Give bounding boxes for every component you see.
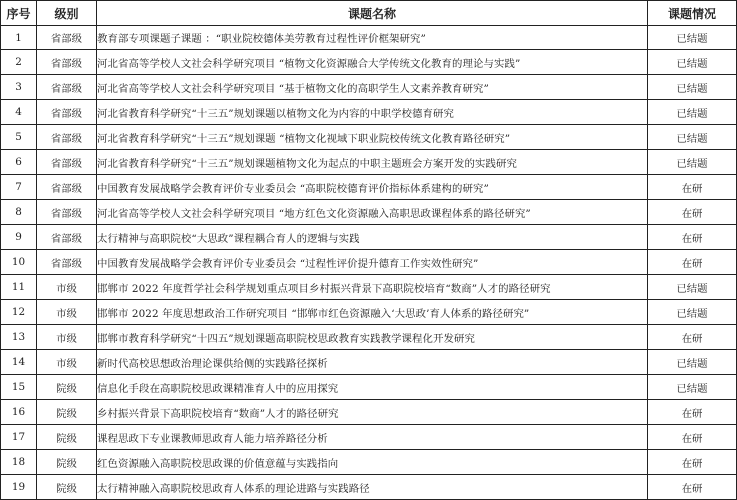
- row-title: 河北省教育科学研究“十三五”规划课题植物文化为起点的中职主题班会方案开发的实践研究: [97, 150, 648, 175]
- row-level: 省部级: [37, 50, 97, 75]
- row-number: 8: [1, 200, 37, 225]
- table-row: [1, 400, 737, 425]
- header-status: 课题情况: [648, 1, 737, 26]
- row-status: 在研: [648, 225, 737, 250]
- row-level: 院级: [37, 400, 97, 425]
- row-title: 河北省高等学校人文社会科学研究项目 “地方红色文化资源融入高职思政课程体系的路径研究”: [97, 200, 648, 225]
- table-row: [1, 125, 737, 150]
- row-title: 红色资源融入高职院校思政课的价值意蕴与实践指向: [97, 450, 648, 475]
- row-number: 15: [1, 375, 37, 400]
- row-status: 已结题: [648, 125, 737, 150]
- row-level: 省部级: [37, 200, 97, 225]
- row-title: 乡村振兴背景下高职院校培育“数商”人才的路径研究: [97, 400, 648, 425]
- row-level: 省部级: [37, 26, 97, 50]
- row-number: 5: [1, 125, 37, 150]
- row-number: 9: [1, 225, 37, 250]
- table-row: [1, 425, 737, 450]
- header-num: 序号: [1, 1, 37, 26]
- row-status: 在研: [648, 175, 737, 200]
- table-row: [1, 75, 737, 100]
- row-title: 河北省高等学校人文社会科学研究项目 “基于植物文化的高职学生人文素养教育研究”: [97, 75, 648, 100]
- row-title: 信息化手段在高职院校思政课精准育人中的应用探究: [97, 375, 648, 400]
- row-status: 在研: [648, 400, 737, 425]
- row-level: 市级: [37, 275, 97, 300]
- row-level: 市级: [37, 300, 97, 325]
- row-title: 教育部专项课题子课题 ：“职业院校德体美劳教育过程性评价框架研究”: [97, 26, 648, 50]
- row-level: 院级: [37, 425, 97, 450]
- row-level: 省部级: [37, 75, 97, 100]
- table-row: [1, 50, 737, 75]
- row-number: 13: [1, 325, 37, 350]
- row-level: 院级: [37, 375, 97, 400]
- row-number: 14: [1, 350, 37, 375]
- row-status: 已结题: [648, 300, 737, 325]
- row-level: 省部级: [37, 250, 97, 275]
- row-status: 已结题: [648, 26, 737, 50]
- row-number: 7: [1, 175, 37, 200]
- row-title: 新时代高校思想政治理论课供给侧的实践路径探析: [97, 350, 648, 375]
- table-row: [1, 150, 737, 175]
- row-number: 4: [1, 100, 37, 125]
- row-number: 1: [1, 26, 37, 50]
- row-status: 在研: [648, 425, 737, 450]
- row-number: 16: [1, 400, 37, 425]
- table-row: [1, 100, 737, 125]
- row-title: 课程思政下专业课教师思政育人能力培养路径分析: [97, 425, 648, 450]
- header-title: 课题名称: [97, 1, 648, 26]
- row-status: 已结题: [648, 275, 737, 300]
- row-number: 17: [1, 425, 37, 450]
- table-row: [1, 300, 737, 325]
- row-level: 市级: [37, 325, 97, 350]
- row-level: 院级: [37, 450, 97, 475]
- row-status: 已结题: [648, 100, 737, 125]
- header-level: 级别: [37, 1, 97, 26]
- row-status: 已结题: [648, 50, 737, 75]
- table-row: [1, 225, 737, 250]
- row-number: 11: [1, 275, 37, 300]
- row-title: 中国教育发展战略学会教育评价专业委员会 “高职院校德育评价指标体系建构的研究”: [97, 175, 648, 200]
- row-level: 省部级: [37, 175, 97, 200]
- row-number: 2: [1, 50, 37, 75]
- table-row: [1, 175, 737, 200]
- table-row: [1, 375, 737, 400]
- row-number: 3: [1, 75, 37, 100]
- row-level: 省部级: [37, 125, 97, 150]
- row-number: 19: [1, 475, 37, 500]
- row-status: 在研: [648, 475, 737, 500]
- row-title: 邯郸市教育科学研究“十四五”规划课题高职院校思政教育实践教学课程化开发研究: [97, 325, 648, 350]
- header-row: [1, 1, 737, 26]
- table-row: [1, 325, 737, 350]
- row-title: 太行精神与高职院校“大思政”课程耦合育人的逻辑与实践: [97, 225, 648, 250]
- row-number: 10: [1, 250, 37, 275]
- row-status: 在研: [648, 250, 737, 275]
- row-level: 省部级: [37, 225, 97, 250]
- row-level: 省部级: [37, 150, 97, 175]
- row-status: 已结题: [648, 75, 737, 100]
- row-status: 在研: [648, 200, 737, 225]
- table-row: [1, 450, 737, 475]
- table-row: [1, 26, 737, 50]
- row-level: 省部级: [37, 100, 97, 125]
- row-level: 市级: [37, 350, 97, 375]
- row-number: 18: [1, 450, 37, 475]
- table-row: [1, 200, 737, 225]
- table-row: [1, 250, 737, 275]
- table-row: [1, 350, 737, 375]
- row-title: 河北省教育科学研究“十三五”规划课题 “植物文化视域下职业院校传统文化教育路径研究”: [97, 125, 648, 150]
- row-title: 邯郸市 2022 年度哲学社会科学规划重点项目乡村振兴背景下高职院校培育“数商”人才的路径研究: [97, 275, 648, 300]
- row-number: 6: [1, 150, 37, 175]
- row-status: 已结题: [648, 350, 737, 375]
- table-row: [1, 475, 737, 500]
- row-status: 在研: [648, 325, 737, 350]
- table-header: [1, 1, 737, 26]
- row-title: 太行精神融入高职院校思政育人体系的理论进路与实践路径: [97, 475, 648, 500]
- row-level: 院级: [37, 475, 97, 500]
- row-title: 中国教育发展战略学会教育评价专业委员会 “过程性评价提升德育工作实效性研究”: [97, 250, 648, 275]
- row-status: 在研: [648, 450, 737, 475]
- table-body: [1, 26, 737, 500]
- table-row: [1, 275, 737, 300]
- row-title: 河北省教育科学研究“十三五”规划课题以植物文化为内容的中职学校德育研究: [97, 100, 648, 125]
- row-title: 邯郸市 2022 年度思想政治工作研究项目 “邯郸市红色资源融入‘大思政’育人体系的路径研究”: [97, 300, 648, 325]
- row-status: 已结题: [648, 150, 737, 175]
- row-status: 已结题: [648, 375, 737, 400]
- row-title: 河北省高等学校人文社会科学研究项目 “植物文化资源融合大学传统文化教育的理论与实践”: [97, 50, 648, 75]
- row-number: 12: [1, 300, 37, 325]
